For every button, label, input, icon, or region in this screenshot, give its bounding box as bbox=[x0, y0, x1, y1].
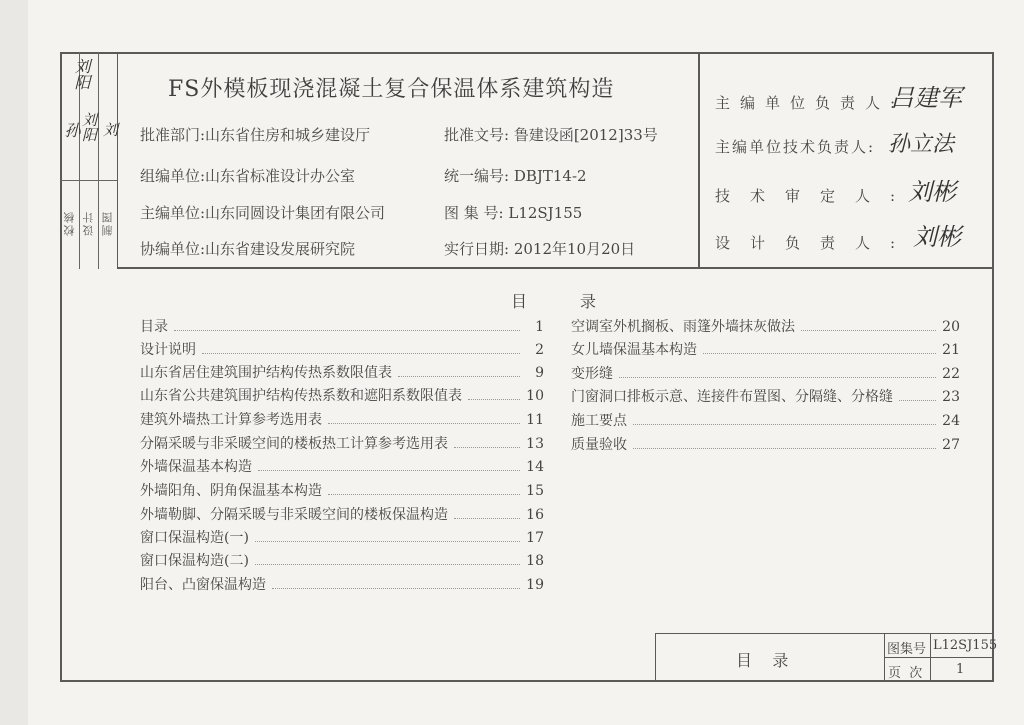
approval-header bbox=[118, 52, 994, 269]
unified-number: 统一编号: DBJT14-2 bbox=[444, 167, 587, 185]
toc-entry-label: 目录 bbox=[140, 319, 168, 335]
strip-signature: 孙 bbox=[62, 122, 81, 138]
toc-entry-label: 山东省公共建筑围护结构传热系数和遮阳系数限值表 bbox=[140, 388, 462, 404]
toc-entry[interactable] bbox=[140, 362, 544, 384]
title-block-divider bbox=[884, 634, 885, 682]
page-label: 页 次 bbox=[888, 666, 923, 681]
toc-entry-label: 外墙阳角、阴角保温基本构造 bbox=[140, 483, 322, 499]
toc-entry-label: 建筑外墙热工计算参考选用表 bbox=[140, 412, 322, 428]
toc-entry-page: 27 bbox=[942, 437, 960, 453]
toc-entry-label: 阳台、凸窗保温构造 bbox=[140, 577, 266, 593]
leader-dots bbox=[633, 423, 936, 425]
toc-entry[interactable] bbox=[140, 316, 544, 338]
strip-divider bbox=[60, 180, 117, 181]
strip-label-draw: 制图 bbox=[101, 210, 114, 236]
leader-dots bbox=[328, 422, 520, 424]
toc-entry-label: 外墙保温基本构造 bbox=[140, 459, 252, 475]
responsibility-signature: 吕建军 bbox=[890, 84, 962, 112]
toc-entry-page: 24 bbox=[942, 413, 960, 429]
leader-dots bbox=[258, 469, 520, 471]
toc-title-right: 录 bbox=[580, 292, 597, 311]
toc-entry-label: 外墙勒脚、分隔采暖与非采暖空间的楼板保温构造 bbox=[140, 507, 448, 523]
leader-dots bbox=[454, 517, 520, 519]
leader-dots bbox=[174, 329, 520, 331]
atlas-value: L12SJ155 bbox=[933, 638, 998, 653]
atlas-number: 图 集 号: L12SJ155 bbox=[444, 204, 583, 222]
leader-dots bbox=[202, 352, 520, 354]
responsibility-label: 主编单位负责人: bbox=[715, 94, 906, 112]
toc-entry-page: 14 bbox=[526, 459, 544, 475]
responsibility-signature: 孙立法 bbox=[888, 132, 955, 157]
toc-entry-label: 空调室外机搁板、雨篷外墙抹灰做法 bbox=[571, 319, 795, 335]
toc-entry[interactable] bbox=[571, 316, 960, 338]
toc-entry[interactable] bbox=[571, 363, 960, 385]
toc-entry[interactable] bbox=[140, 385, 544, 407]
toc-entry-page: 18 bbox=[526, 553, 544, 569]
toc-entry[interactable] bbox=[140, 433, 544, 455]
scan-margin bbox=[0, 0, 28, 725]
approval-document-number: 批准文号: 鲁建设函[2012]33号 bbox=[444, 126, 658, 144]
strip-signature: 刘阳 bbox=[80, 112, 98, 142]
toc-entry-label: 窗口保温构造(一) bbox=[140, 530, 249, 546]
atlas-label: 图集号 bbox=[887, 642, 927, 657]
toc-entry-page: 16 bbox=[526, 507, 544, 523]
toc-entry-label: 山东省居住建筑围护结构传热系数限值表 bbox=[140, 365, 392, 381]
toc-title-left: 目 bbox=[511, 292, 528, 311]
responsibility-label: 设计负责人: bbox=[715, 234, 916, 252]
title-block-divider bbox=[930, 634, 931, 682]
toc-entry-page: 17 bbox=[526, 530, 544, 546]
toc-entry-label: 变形缝 bbox=[571, 366, 613, 382]
organizing-unit: 组编单位:山东省标准设计办公室 bbox=[140, 167, 356, 185]
leader-dots bbox=[272, 587, 520, 589]
toc-entry-label: 设计说明 bbox=[140, 342, 196, 358]
title-block bbox=[655, 633, 998, 682]
toc-entry[interactable] bbox=[140, 480, 544, 502]
responsibility-label: 主编单位技术负责人: bbox=[715, 138, 876, 156]
leader-dots bbox=[454, 446, 520, 448]
responsibility-signature: 刘彬 bbox=[913, 223, 961, 251]
toc-entry-page: 22 bbox=[942, 366, 960, 382]
header-divider bbox=[698, 52, 700, 267]
toc-entry[interactable] bbox=[571, 386, 960, 408]
toc-entry-page: 1 bbox=[535, 319, 544, 335]
toc-entry-label: 质量验收 bbox=[571, 437, 627, 453]
leader-dots bbox=[398, 375, 520, 377]
leader-dots bbox=[619, 376, 936, 378]
toc-entry[interactable] bbox=[140, 409, 544, 431]
strip-signature: 刘 bbox=[101, 122, 119, 137]
co-editing-unit: 协编单位:山东省建设发展研究院 bbox=[140, 240, 356, 258]
toc-entry-page: 13 bbox=[526, 436, 544, 452]
leader-dots bbox=[801, 329, 936, 331]
chief-editing-unit: 主编单位:山东同圆设计集团有限公司 bbox=[140, 204, 386, 222]
leader-dots bbox=[328, 493, 520, 495]
toc-entry-label: 分隔采暖与非采暖空间的楼板热工计算参考选用表 bbox=[140, 436, 448, 452]
toc-entry[interactable] bbox=[140, 527, 544, 549]
toc-entry-label: 窗口保温构造(二) bbox=[140, 553, 249, 569]
approval-department: 批准部门:山东省住房和城乡建设厅 bbox=[140, 126, 371, 144]
effective-date: 实行日期: 2012年10月20日 bbox=[444, 240, 636, 258]
toc-entry[interactable] bbox=[140, 574, 544, 596]
strip-divider bbox=[98, 52, 99, 269]
leader-dots bbox=[255, 563, 520, 565]
leader-dots bbox=[468, 398, 520, 400]
toc-entry[interactable] bbox=[140, 456, 544, 478]
leader-dots bbox=[255, 540, 520, 542]
responsibility-signature: 刘彬 bbox=[908, 178, 956, 206]
toc-entry-page: 15 bbox=[526, 483, 544, 499]
leader-dots bbox=[899, 399, 936, 401]
toc-entry-page: 20 bbox=[942, 319, 960, 335]
toc-entry-label: 施工要点 bbox=[571, 413, 627, 429]
toc-entry[interactable] bbox=[140, 550, 544, 572]
title-block-divider bbox=[884, 657, 994, 658]
toc-entry[interactable] bbox=[140, 504, 544, 526]
toc-entry[interactable] bbox=[571, 339, 960, 361]
responsibility-label: 技术审定人: bbox=[715, 187, 916, 205]
atlas-title: FS外模板现浇混凝土复合保温体系建筑构造 bbox=[168, 77, 615, 102]
toc-entry-page: 10 bbox=[526, 388, 544, 404]
page-value: 1 bbox=[956, 662, 965, 677]
toc-entry[interactable] bbox=[571, 434, 960, 456]
leader-dots bbox=[703, 352, 936, 354]
toc-entry-page: 23 bbox=[942, 389, 960, 405]
toc-entry-label: 门窗洞口排板示意、连接件布置图、分隔缝、分格缝 bbox=[571, 389, 893, 405]
toc-entry-page: 9 bbox=[535, 365, 544, 381]
outer-signature: 刘阳 bbox=[72, 58, 91, 90]
toc-entry-page: 21 bbox=[942, 342, 960, 358]
sheet-name: 目 录 bbox=[736, 651, 789, 670]
strip-label-design: 设计 bbox=[82, 210, 95, 236]
toc-entry-page: 19 bbox=[526, 577, 544, 593]
toc-entry[interactable] bbox=[140, 339, 544, 361]
strip-label-check: 校核 bbox=[63, 210, 76, 236]
toc-entry-label: 女儿墙保温基本构造 bbox=[571, 342, 697, 358]
toc-entry-page: 2 bbox=[535, 342, 544, 358]
toc-entry-page: 11 bbox=[526, 412, 544, 428]
leader-dots bbox=[633, 447, 936, 449]
toc-entry[interactable] bbox=[571, 410, 960, 432]
